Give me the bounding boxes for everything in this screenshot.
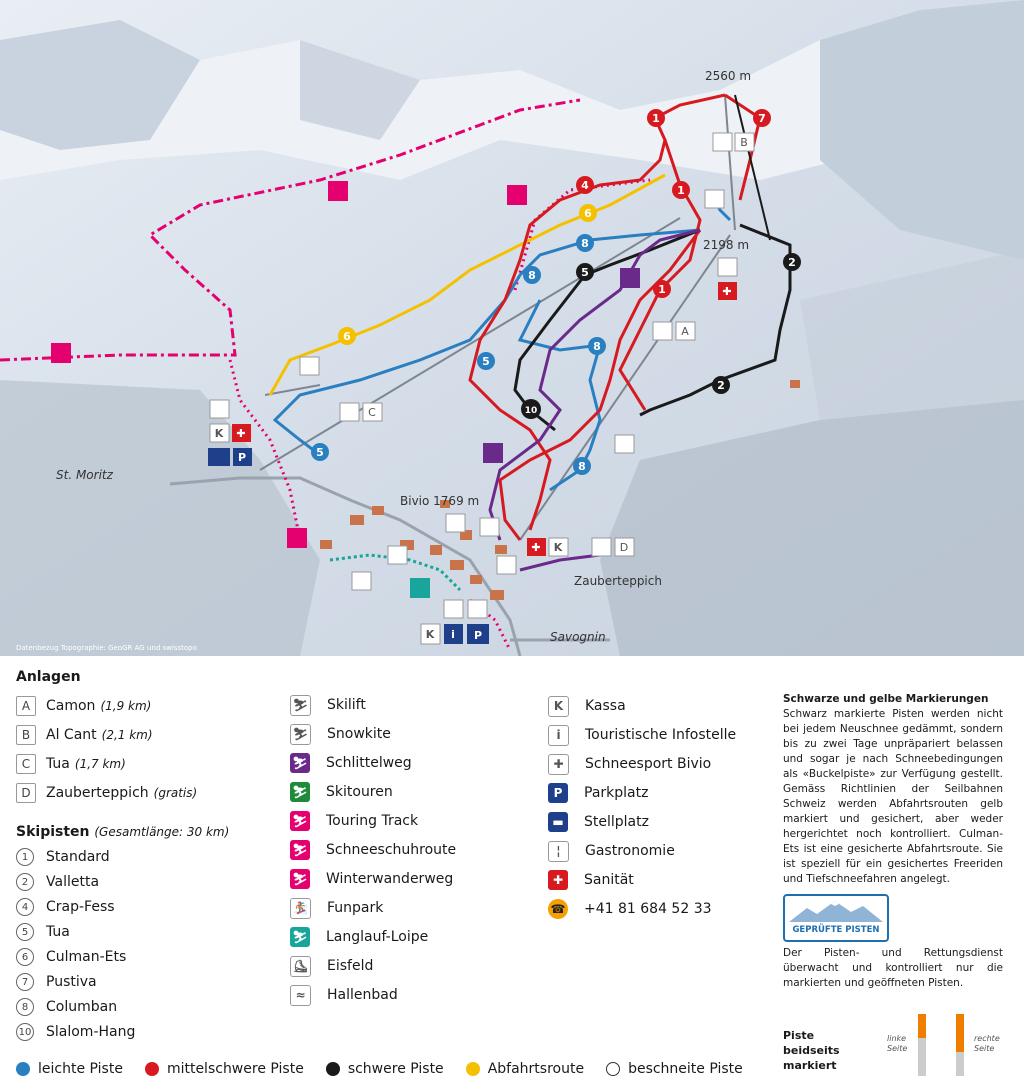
svg-text:B: B bbox=[740, 136, 748, 149]
symbol-item bbox=[290, 723, 391, 745]
difficulty-dot-icon bbox=[606, 1062, 620, 1076]
difficulty-item bbox=[326, 1061, 444, 1077]
legend bbox=[0, 656, 1024, 1083]
badge-label: GEPRÜFTE PISTEN bbox=[792, 925, 880, 935]
piste-marker-7 bbox=[753, 109, 771, 127]
map-cashier-bottom bbox=[421, 624, 440, 644]
map-cashier-village bbox=[549, 538, 568, 556]
piste-marker-1-top bbox=[647, 109, 665, 127]
snowkite-icon: ⛷ bbox=[290, 724, 311, 745]
symbol-label: Funpark bbox=[327, 900, 384, 916]
piste-marker-5 bbox=[477, 352, 495, 370]
difficulty-label: Abfahrtsroute bbox=[487, 1061, 585, 1077]
piste-markers-title: Piste beidseits markiert bbox=[783, 1029, 840, 1072]
difficulty-legend bbox=[16, 1061, 743, 1077]
ski-touring-icon: ⛷ bbox=[290, 782, 310, 802]
svg-text:5: 5 bbox=[482, 355, 490, 368]
difficulty-item bbox=[606, 1061, 743, 1077]
difficulty-item bbox=[16, 1061, 123, 1077]
svg-text:8: 8 bbox=[578, 460, 586, 473]
difficulty-item bbox=[466, 1061, 584, 1077]
anlage-name: Al Cant bbox=[46, 727, 97, 743]
svg-text:2: 2 bbox=[717, 379, 725, 392]
savognin-label: Savognin bbox=[550, 630, 606, 644]
symbol-label: Eisfeld bbox=[327, 958, 374, 974]
piste-marker-2-top bbox=[783, 253, 801, 271]
lift-a-marker bbox=[676, 322, 695, 340]
anlage-name: Camon bbox=[46, 698, 96, 714]
symbol-label: Skilift bbox=[327, 697, 366, 713]
map-cashier-marker bbox=[210, 424, 229, 442]
symbol-label: Touring Track bbox=[326, 813, 419, 829]
touring-track-icon: ⛷ bbox=[290, 811, 310, 831]
symbol-label: Schneeschuhroute bbox=[326, 842, 457, 858]
lift-code-icon: D bbox=[16, 783, 36, 803]
difficulty-label: leichte Piste bbox=[38, 1061, 123, 1077]
piste-name: Valletta bbox=[46, 874, 100, 890]
svg-text:✚: ✚ bbox=[722, 285, 732, 298]
anlage-item bbox=[16, 753, 126, 775]
piste-marker-10 bbox=[521, 399, 541, 419]
restaurant-icon: ¦ bbox=[548, 841, 569, 862]
piste-name: Standard bbox=[46, 849, 110, 865]
svg-text:K: K bbox=[425, 628, 435, 641]
svg-text:1: 1 bbox=[677, 184, 685, 197]
svg-text:6: 6 bbox=[584, 207, 592, 220]
peak-label: 2560 m bbox=[704, 69, 752, 83]
piste-number-icon: 7 bbox=[16, 973, 34, 991]
piste-marker-4 bbox=[576, 176, 594, 194]
piste-item bbox=[16, 846, 110, 868]
anlage-detail: (1,7 km) bbox=[74, 757, 126, 771]
ice-rink-icon: ⛸ bbox=[290, 956, 311, 977]
svg-text:✚: ✚ bbox=[531, 541, 541, 554]
piste-number-icon: 5 bbox=[16, 923, 34, 941]
symbol-item bbox=[290, 694, 366, 716]
anlage-item bbox=[16, 782, 197, 804]
difficulty-label: mittelschwere Piste bbox=[166, 1061, 304, 1077]
svg-text:i: i bbox=[451, 628, 455, 641]
piste-marker-8-c bbox=[588, 337, 606, 355]
piste-item bbox=[16, 1021, 135, 1043]
symbol-item bbox=[548, 898, 712, 920]
svg-text:D: D bbox=[619, 541, 629, 554]
symbol-label: Winterwanderweg bbox=[326, 871, 454, 887]
difficulty-dot-icon bbox=[466, 1062, 480, 1076]
map-first-aid-marker bbox=[232, 424, 251, 442]
symbol-item bbox=[548, 782, 648, 804]
symbol-label: Gastronomie bbox=[585, 843, 675, 859]
symbol-label: Parkplatz bbox=[584, 785, 649, 801]
map-info-bottom bbox=[444, 624, 463, 644]
piste-number-icon: 8 bbox=[16, 998, 34, 1016]
piste-marker-5-low bbox=[311, 443, 329, 461]
difficulty-label: schwere Piste bbox=[347, 1061, 444, 1077]
svg-text:A: A bbox=[681, 325, 689, 338]
piste-name: Culman-Ets bbox=[46, 949, 127, 965]
village-label: Bivio 1769 m bbox=[400, 494, 480, 508]
symbol-item bbox=[290, 868, 453, 890]
difficulty-dot-icon bbox=[145, 1062, 159, 1076]
svg-text:P: P bbox=[473, 629, 483, 642]
svg-text:P: P bbox=[237, 451, 247, 464]
piste-name: Pustiva bbox=[46, 974, 97, 990]
lift-d-marker bbox=[615, 538, 634, 556]
symbol-label: Langlauf-Loipe bbox=[326, 929, 429, 945]
piste-number-icon: 4 bbox=[16, 898, 34, 916]
symbol-label: Hallenbad bbox=[327, 987, 398, 1003]
symbol-item bbox=[290, 839, 456, 861]
lift-c-marker bbox=[363, 403, 382, 421]
piste-marker-8-d bbox=[573, 457, 591, 475]
anlage-name: Zauberteppich bbox=[46, 785, 149, 801]
info-icon: i bbox=[548, 725, 569, 746]
piste-marker-1-low bbox=[653, 280, 671, 298]
symbol-item bbox=[548, 811, 649, 833]
symbol-item bbox=[548, 869, 634, 891]
camper-icon: ▬ bbox=[548, 812, 568, 832]
symbol-item bbox=[290, 752, 412, 774]
anlagen-title: Anlagen bbox=[16, 669, 81, 685]
piste-marker-5-black bbox=[576, 263, 594, 281]
winter-hike-icon: ⛷ bbox=[290, 869, 310, 889]
piste-name: Crap-Fess bbox=[46, 899, 115, 915]
piste-name: Slalom-Hang bbox=[46, 1024, 136, 1040]
piste-number-icon: 10 bbox=[16, 1023, 34, 1041]
svg-text:6: 6 bbox=[343, 330, 351, 343]
mountain-icon bbox=[787, 898, 885, 924]
piste-item bbox=[16, 971, 97, 993]
svg-text:C: C bbox=[368, 406, 376, 419]
mid-station-label: 2198 m bbox=[702, 238, 750, 252]
badge-note: Der Pisten- und Rettungsdienst überwacht und kontrolliert nur die markierten und geöffneten Pisten. bbox=[783, 947, 1003, 989]
anlage-detail: (gratis) bbox=[153, 786, 198, 800]
symbol-label: +41 81 684 52 33 bbox=[584, 901, 712, 917]
piste-marker-6-top bbox=[579, 204, 597, 222]
map-copyright: Datenbezug Topographie: GeoGR AG und swisstopo bbox=[16, 644, 197, 652]
parking-icon: P bbox=[548, 783, 568, 803]
piste-item bbox=[16, 896, 115, 918]
symbol-label: Skitouren bbox=[326, 784, 393, 800]
difficulty-item bbox=[145, 1061, 304, 1077]
anlage-detail: (2,1 km) bbox=[101, 728, 153, 742]
symbol-label: Stellplatz bbox=[584, 814, 649, 830]
funpark-icon: 🏂 bbox=[290, 898, 311, 919]
markings-note-text: Schwarz markierte Pisten werden nicht bei jedem Neuschnee gedämmt, sondern bis zu zwei Tage unpräpariert belassen und sogar je nach Schneebedingungen als «Buckelpiste» zur Verfügung gestellt. Gemäss Richtlinien der Seilbahnen Schweiz werden Abfahrtsrouten gelb markiert und gesichert, aber weder hergerichtet noch kontrolliert. Culman-Ets ist eine gesicherte Abfahrtsroute. Sie ist speziell für ein gesichertes Freeriden und Tiefschneefahren angelegt. bbox=[783, 708, 1003, 885]
st-moritz-label: St. Moritz bbox=[56, 468, 113, 482]
map-parking-bottom bbox=[467, 624, 489, 644]
gepruefte-pisten-badge bbox=[783, 894, 889, 942]
svg-text:1: 1 bbox=[652, 112, 660, 125]
symbol-item bbox=[548, 724, 736, 746]
phone-icon: ☎ bbox=[548, 899, 568, 919]
symbol-item bbox=[290, 955, 373, 977]
symbol-label: Schlittelweg bbox=[326, 755, 412, 771]
markings-note-title: Schwarze und gelbe Markierungen bbox=[783, 693, 989, 705]
svg-text:K: K bbox=[214, 427, 224, 440]
svg-text:5: 5 bbox=[581, 266, 589, 279]
map-first-aid-top bbox=[718, 282, 737, 300]
markings-note bbox=[783, 693, 1003, 887]
ski-school-icon: ✚ bbox=[548, 754, 569, 775]
indoor-pool-icon: ≈ bbox=[290, 985, 311, 1006]
svg-text:4: 4 bbox=[581, 179, 589, 192]
svg-text:10: 10 bbox=[524, 406, 538, 416]
difficulty-label: beschneite Piste bbox=[628, 1061, 743, 1077]
difficulty-dot-icon bbox=[16, 1062, 30, 1076]
anlage-detail: (1,9 km) bbox=[100, 699, 152, 713]
lift-b-marker bbox=[735, 133, 754, 151]
left-marker-pole bbox=[918, 1014, 926, 1076]
right-marker-pole bbox=[956, 1014, 964, 1076]
symbol-item bbox=[548, 695, 626, 717]
lift-code-icon: B bbox=[16, 725, 36, 745]
piste-marker-2-low bbox=[712, 376, 730, 394]
anlage-item bbox=[16, 724, 153, 746]
symbol-label: Snowkite bbox=[327, 726, 391, 742]
piste-name: Tua bbox=[46, 924, 70, 940]
anlage-item bbox=[16, 695, 151, 717]
snowshoe-icon: ⛷ bbox=[290, 840, 310, 860]
symbol-item bbox=[548, 753, 711, 775]
piste-name: Columban bbox=[46, 999, 118, 1015]
symbol-label: Kassa bbox=[585, 698, 626, 714]
cross-country-icon: ⛷ bbox=[290, 927, 310, 947]
zauberteppich-label: Zauberteppich bbox=[574, 574, 662, 588]
symbol-label: Sanität bbox=[584, 872, 634, 888]
piste-item bbox=[16, 946, 126, 968]
skilift-icon: ⛷ bbox=[290, 695, 311, 716]
piste-marker-8-b bbox=[523, 266, 541, 284]
symbol-item bbox=[548, 840, 675, 862]
symbol-label: Touristische Infostelle bbox=[585, 727, 737, 743]
piste-item bbox=[16, 996, 117, 1018]
map-first-aid-village bbox=[527, 538, 546, 556]
piste-number-icon: 2 bbox=[16, 873, 34, 891]
symbol-item bbox=[290, 926, 428, 948]
map-parking-marker bbox=[233, 448, 252, 466]
svg-text:K: K bbox=[553, 541, 563, 554]
difficulty-dot-icon bbox=[326, 1062, 340, 1076]
piste-number-icon: 6 bbox=[16, 948, 34, 966]
right-side-label: rechte Seite bbox=[974, 1034, 1000, 1053]
left-side-label: linke Seite bbox=[887, 1034, 908, 1053]
svg-text:5: 5 bbox=[316, 446, 324, 459]
svg-text:8: 8 bbox=[581, 237, 589, 250]
cashier-icon: K bbox=[548, 696, 569, 717]
piste-item bbox=[16, 921, 70, 943]
lift-code-icon: C bbox=[16, 754, 36, 774]
svg-text:1: 1 bbox=[658, 283, 666, 296]
symbol-item bbox=[290, 984, 398, 1006]
skipisten-title: Skipisten (Gesamtlänge: 30 km) bbox=[16, 824, 230, 840]
piste-number-icon: 1 bbox=[16, 848, 34, 866]
symbol-item bbox=[290, 781, 393, 803]
piste-item bbox=[16, 871, 99, 893]
symbol-item bbox=[290, 897, 383, 919]
piste-marker-8-a bbox=[576, 234, 594, 252]
svg-text:7: 7 bbox=[758, 112, 766, 125]
anlage-name: Tua bbox=[46, 756, 70, 772]
svg-text:✚: ✚ bbox=[236, 427, 246, 440]
svg-text:8: 8 bbox=[528, 269, 536, 282]
symbol-label: Schneesport Bivio bbox=[585, 756, 712, 772]
svg-text:8: 8 bbox=[593, 340, 601, 353]
sledge-icon: ⛷ bbox=[290, 753, 310, 773]
lift-code-icon: A bbox=[16, 696, 36, 716]
first-aid-icon: ✚ bbox=[548, 870, 568, 890]
symbol-item bbox=[290, 810, 418, 832]
piste-marker-1-mid bbox=[672, 181, 690, 199]
svg-text:2: 2 bbox=[788, 256, 796, 269]
piste-marker-6-mid bbox=[338, 327, 356, 345]
